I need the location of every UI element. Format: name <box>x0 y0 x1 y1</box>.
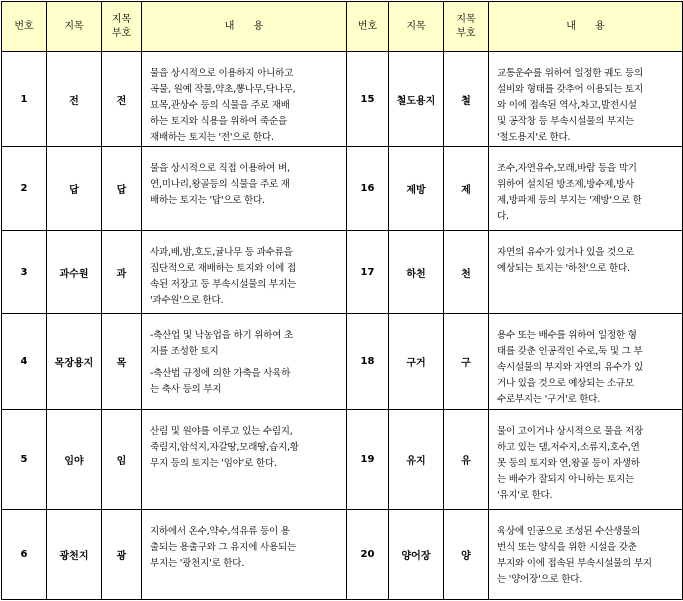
land-category-name: 양어장 <box>389 510 444 600</box>
row-number: 15 <box>347 52 389 147</box>
description-paragraph: 산림 및 원야를 이루고 있는 수림지, 죽림지,암석지,자갈땅,모래땅,습지,황 무지 등의 토지는 '임야'로 한다. <box>150 426 299 469</box>
land-category-code: 천 <box>444 231 489 314</box>
description-paragraph: 자연의 유수가 있거나 있을 것으로 예상되는 토지는 '하천'으로 한다. <box>497 247 634 274</box>
land-category-description <box>489 410 683 510</box>
land-category-name: 임야 <box>47 410 102 510</box>
description-paragraph: 용수 또는 배수를 위하여 일정한 형 태를 갖춘 인공적인 수로,둑 및 그 부 속시설물의 부지와 자연의 유수가 있 거나 있을 것으로 예상되는 소규모 수로부지는 '구거'로 한다. <box>497 330 643 405</box>
land-category-description <box>489 147 683 231</box>
table-row <box>2 147 683 231</box>
header-code-right: 지목 부호 <box>444 2 489 52</box>
header-num-right: 번호 <box>347 2 389 52</box>
row-number: 2 <box>2 147 47 231</box>
row-number: 5 <box>2 410 47 510</box>
land-category-name: 광천지 <box>47 510 102 600</box>
land-category-code: 목 <box>102 314 142 410</box>
description-paragraph: 물을 상시적으로 직접 이용하여 벼, 연,미나리,왕골등의 식물을 주로 재 배하는 토지는 '답'으로 한다. <box>150 163 290 206</box>
header-content: 내 용 <box>142 2 347 52</box>
row-number: 1 <box>2 52 47 147</box>
land-category-name: 제방 <box>389 147 444 231</box>
land-category-name: 하천 <box>389 231 444 314</box>
header-code: 지목 부호 <box>102 2 142 52</box>
row-number: 6 <box>2 510 47 600</box>
land-category-description <box>142 314 347 410</box>
land-category-description <box>142 231 347 314</box>
row-number: 18 <box>347 314 389 410</box>
header-name-right: 지목 <box>389 2 444 52</box>
row-number: 16 <box>347 147 389 231</box>
land-category-code: 제 <box>444 147 489 231</box>
land-category-name: 목장용지 <box>47 314 102 410</box>
land-category-code: 양 <box>444 510 489 600</box>
description-paragraph: 물이 고이거나 상시적으로 물을 저장 하고 있는 댐,저수지,소류지,호수,연 못 등의 토지와 연,왕골 등이 자생하 는 배수가 잘되지 아니하는 토지는 '유지'로 한다. <box>497 426 643 501</box>
row-number: 20 <box>347 510 389 600</box>
header-num: 번호 <box>2 2 47 52</box>
land-category-code: 과 <box>102 231 142 314</box>
land-category-name: 전 <box>47 52 102 147</box>
row-number: 17 <box>347 231 389 314</box>
land-category-name: 철도용지 <box>389 52 444 147</box>
land-category-description <box>489 231 683 314</box>
land-category-name: 답 <box>47 147 102 231</box>
land-category-code: 유 <box>444 410 489 510</box>
description-paragraph: -축산법 규정에 의한 가축을 사육하 는 축사 등의 부지 <box>150 368 291 395</box>
land-category-description <box>142 510 347 600</box>
land-category-name: 구거 <box>389 314 444 410</box>
description-paragraph: 조수,자연유수,모래,바람 등을 막기 위하여 설치된 방조제,방수제,방사 제,방파제 등의 부지는 '제방'으로 한 다. <box>497 163 642 222</box>
land-category-code: 철 <box>444 52 489 147</box>
land-category-description <box>142 147 347 231</box>
description-paragraph: 지하에서 온수,약수,석유류 등이 용 출되는 용출구와 그 유지에 사용되는 부지는 '광천지'로 한다. <box>150 526 296 569</box>
description-paragraph: -축산업 및 낙농업을 하기 위하여 초 지를 조성한 토지 <box>150 330 294 357</box>
description-paragraph: 사과,배,밤,호도,귤나무 등 과수류을 집단적으로 재배하는 토지와 이에 접 속된 저장고 등 부속시설물의 부지는 '과수원'으로 한다. <box>150 247 296 306</box>
land-category-code: 구 <box>444 314 489 410</box>
table-row <box>2 314 683 410</box>
land-category-description <box>489 52 683 147</box>
header-name: 지목 <box>47 2 102 52</box>
table-row <box>2 52 683 147</box>
land-category-description <box>142 52 347 147</box>
land-category-description <box>489 510 683 600</box>
row-number: 19 <box>347 410 389 510</box>
land-category-name: 유지 <box>389 410 444 510</box>
description-paragraph: 육상에 인공으로 조성된 수산생물의 번식 또는 양식을 위한 시설을 갖춘 부지와 이에 접속된 부속시설물의 부지 는 '양어장'으로 한다. <box>497 526 652 585</box>
land-category-description <box>142 410 347 510</box>
land-category-code: 전 <box>102 52 142 147</box>
table-row <box>2 510 683 600</box>
header-row <box>2 2 683 52</box>
description-paragraph: 교통운수를 위하여 일정한 궤도 등의 설비와 형태를 갖추어 이용되는 토지 와 이에 접속된 역사,차고,발전시설 및 공작창 등 부속시설물의 부지는 '철도용지'로 한다. <box>497 68 643 143</box>
land-category-code: 임 <box>102 410 142 510</box>
header-content-right: 내 용 <box>489 2 683 52</box>
land-category-code: 답 <box>102 147 142 231</box>
land-category-table <box>1 1 683 600</box>
description-paragraph: 물을 상시적으로 이용하지 아니하고 곡물, 원예 작물,약초,뽕나무,닥나무, 묘목,관상수 등의 식물을 주로 재배 하는 토지와 식용을 위하여 죽순을 재배하는 토지는 '전'으로 한다. <box>150 68 296 143</box>
land-category-code: 광 <box>102 510 142 600</box>
land-category-name: 과수원 <box>47 231 102 314</box>
table-row <box>2 231 683 314</box>
row-number: 3 <box>2 231 47 314</box>
land-category-description <box>489 314 683 410</box>
row-number: 4 <box>2 314 47 410</box>
table-row <box>2 410 683 510</box>
